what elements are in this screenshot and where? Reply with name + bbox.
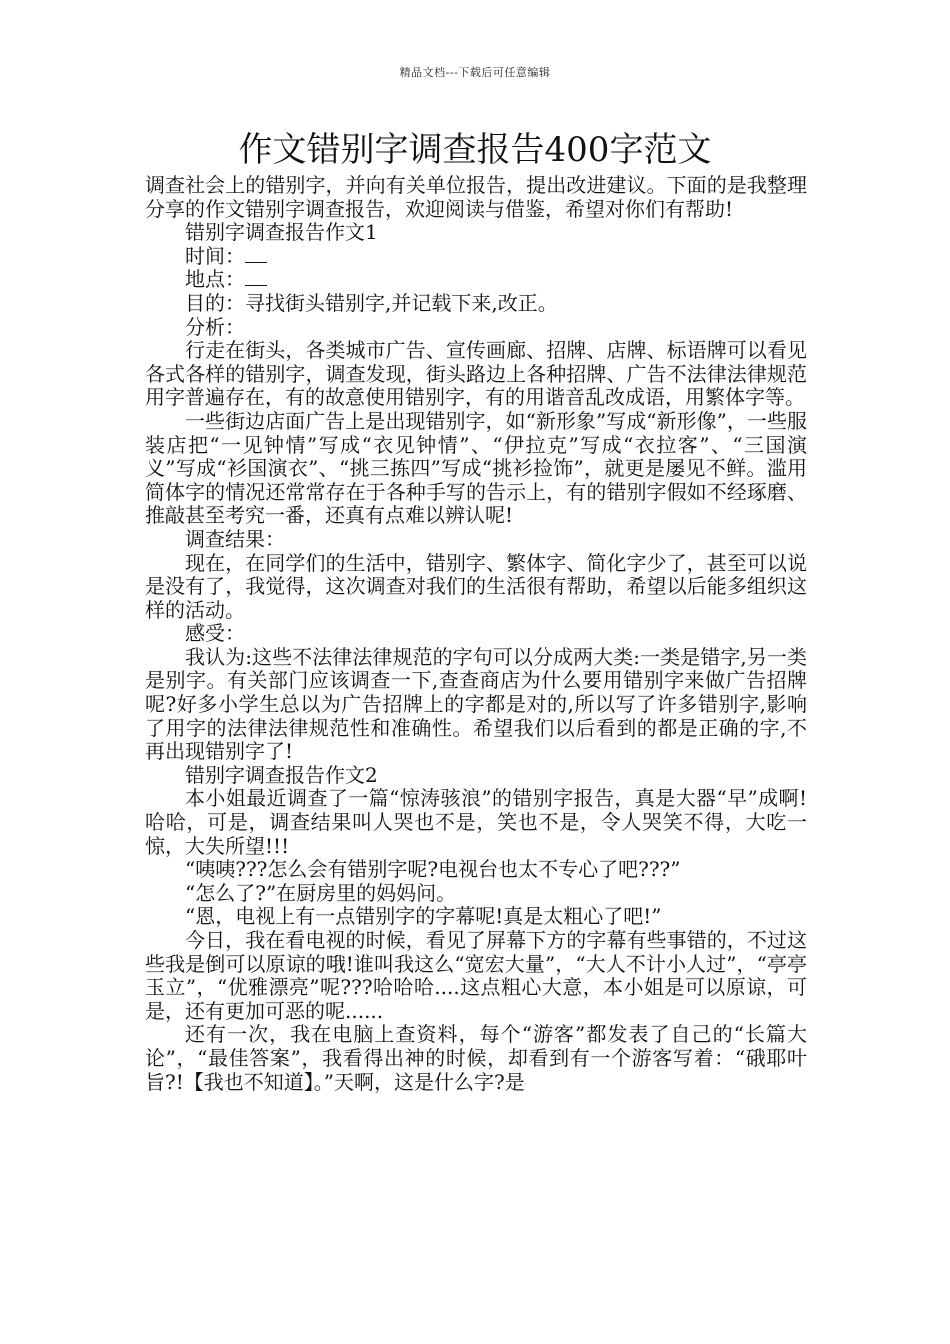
document-title: 作文错别字调查报告400字范文 [238,130,712,170]
essay2-quote-2: “怎么了?”在厨房里的妈妈问。 [185,880,457,905]
essay1-feeling-paragraph: 我认为:这些不法律法律规范的字句可以分成两大类:一类是错字,另一类是别字。有关部门应该调查一下,查查商店为什么要用错别字来做广告招牌呢?好多小学生总以为广告招牌上的字都是对的,所以写了许多错别字,影响了用字的法律法律规范性和准确性。希望我们以后看到的都是正确的字,不再出现错别字了! [145,644,807,764]
essay2-paragraph-3: 还有一次，我在电脑上查资料，每个“游客”都发表了自己的“长篇大论”，“最佳答案”，我看得出神的时候，却看到有一个游客写着：“硪耶叶旨?!【我也不知道】。”天啊，这是什么字?是 [145,1022,807,1094]
essay2-paragraph-2: 今日，我在看电视的时候，看见了屏幕下方的字幕有些事错的，不过这些我是倒可以原谅的哦!谁叫我这么“宽宏大量”，“大人不计小人过”，“亭亭玉立”，“优雅漂亮”呢???哈哈哈....这点粗心大意，本小姐是可以原谅，可是，还有更加可恶的呢...... [145,928,807,1023]
document-body [145,174,807,1094]
time-label: 时间： [185,243,245,268]
essay2-quote-3: “恩，电视上有一点错别字的字幕呢!真是太粗心了吧!” [185,904,662,929]
essay1-place-line [145,268,807,292]
essay1-analysis-label: 分析： [185,314,245,339]
essay1-heading: 错别字调查报告作文1 [185,220,378,245]
place-label: 地点： [185,267,245,292]
essay2-heading: 错别字调查报告作文2 [185,762,378,787]
essay1-analysis-paragraph-1: 行走在街头，各类城市广告、宣传画廊、招牌、店牌、标语牌可以看见各式各样的错别字，调查发现，街头路边上各种招牌、广告不法律法律规范用字普遍存在，有的故意使用错别字，有的用谐音乱改成语，用繁体字等。 [145,338,807,410]
page-header-watermark: 精品文档---下载后可任意编辑 [399,66,551,79]
essay2-paragraph-1: 本小姐最近调查了一篇“惊涛骇浪”的错别字报告，真是大器“早”成啊!哈哈，可是，调查结果叫人哭也不是，笑也不是，令人哭笑不得，大吃一惊，大失所望!!! [145,786,807,858]
place-blank [245,269,267,286]
time-blank [245,246,267,263]
essay1-result-paragraph: 现在，在同学们的生活中，错别字、繁体字、简化字少了，甚至可以说是没有了，我觉得，这次调查对我们的生活很有帮助，希望以后能多组织这样的活动。 [145,550,807,622]
essay1-analysis-paragraph-2: 一些街边店面广告上是出现错别字，如“新形象”写成“新形像”，一些服装店把“一见钟情”写成“衣见钟情”、“伊拉克”写成“衣拉客”、“三国演义”写成“衫国演衣”、“挑三拣四”写成“挑衫捡饰”，就更是屡见不鲜。滥用简体字的情况还常常存在于各种手写的告示上，有的错别字假如不经琢磨、推敲甚至考究一番，还真有点难以辨认呢! [145,408,807,528]
essay1-purpose: 目的：寻找街头错别字,并记载下来,改正。 [185,290,558,315]
essay2-quote-1: “咦咦???怎么会有错别字呢?电视台也太不专心了吧???” [185,857,681,882]
essay1-feeling-label: 感受： [185,621,245,646]
intro-paragraph: 调查社会上的错别字，并向有关单位报告，提出改进建议。下面的是我整理分享的作文错别字调查报告，欢迎阅读与借鉴，希望对你们有帮助! [145,173,807,221]
essay1-time-line [145,245,807,269]
essay1-result-label: 调查结果： [185,526,285,551]
